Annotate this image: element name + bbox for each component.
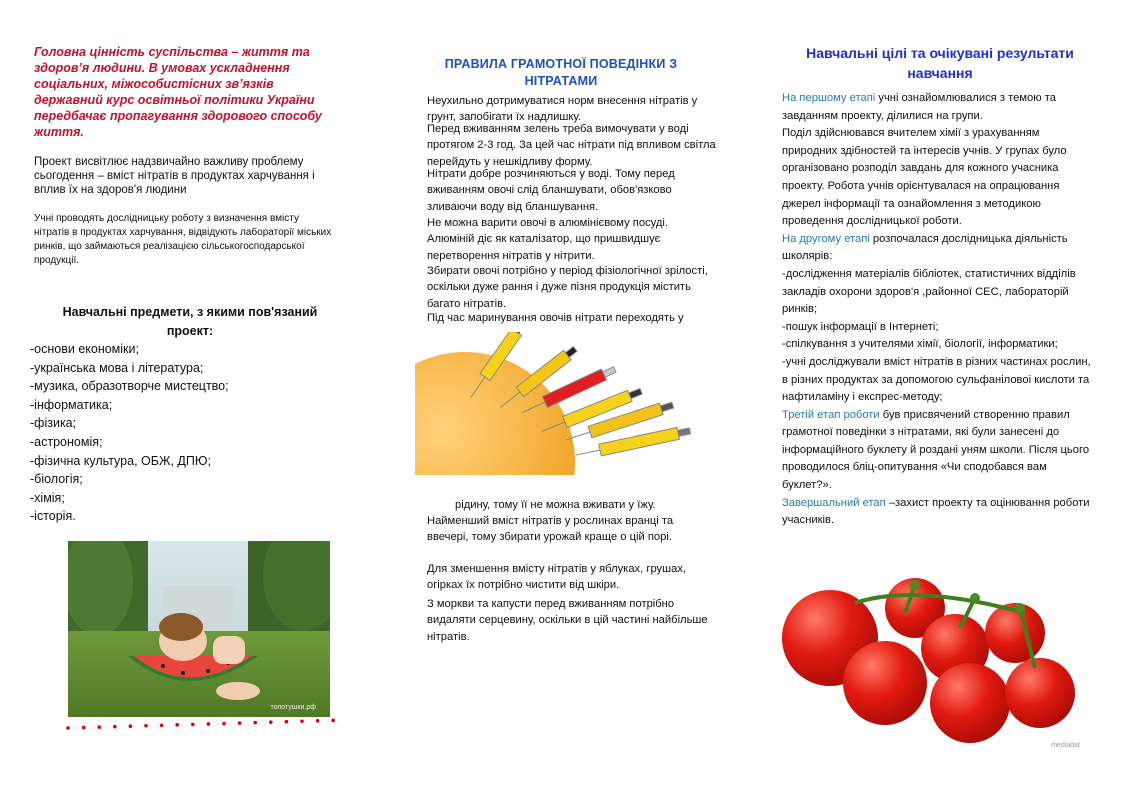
stage2-item: -пошук інформації в Інтернеті; [782,320,939,333]
rule-item: Для зменшення вмісту нітратів у яблуках, грушах, огірках їх потрібно чистити від шкіри. [427,563,687,592]
stage1-label: На першому етапі [782,92,876,104]
decorative-dot [191,723,195,727]
decorative-dot [97,725,101,729]
decorative-dot [238,721,242,725]
decorative-dot [113,725,117,729]
intro-statement: Головна цінність суспільства – життя та здоров’я людини. В умовах ускладнення соціальних, міжособистісних зв’язків державний курс освітньої політики України передбачає пропагування здорового способу життя. [34,45,322,139]
decorative-dot [300,719,304,723]
child-watermelon-photo [68,541,330,717]
subjects-list [30,340,330,526]
subject-item: -фізика; [30,416,77,431]
stage3-text: був присвячений створенню правил грамотної поведінки з нітратами, які були занесені до інформаційного буклету й роздані уням школи. Після цього проводилося бліц-опитування «Чи сподобався вам буклет?». [782,408,1090,492]
decorative-dot [175,723,179,727]
rule-item: Нітрати добре розчиняються у воді. Тому перед вживанням овочі слід бланшувати, обов'язково зливаючи воду від бланшування. [427,168,675,213]
decorative-dot [82,726,86,730]
column-rules [415,0,727,793]
stage2-item: -спілкування з учителями хімії, біології, інформатики; [782,338,1058,351]
decorative-dot [316,719,320,723]
photo-watermark: топотушки.рф [270,704,316,711]
stage2-item: -учні досліджували вміст нітратів в різних частинах рослин, в різних продуктах за допомогою сульфаніловоі кислоти та нафтиламіну і експрес-методу; [782,355,1091,404]
stage3-label: Третій етап роботи [782,408,880,421]
subject-item: -українська мова і література; [30,360,204,375]
goals-title: Навчальні цілі та очікувані результати навчання [806,45,1074,81]
photo-watermark: mediadat [1051,742,1080,749]
research-text: Учні проводять дослідницьку роботу з визначення вмісту нітратів в продуктах харчування, відвідують лабораторії міських ринків, що займаються реалізацією сільськогосподарської продукції. [34,213,332,266]
decorative-dot [144,724,148,728]
decorative-dot [331,719,335,723]
subject-item: -інформатика; [30,397,113,412]
subject-item: -хімія; [30,490,65,505]
subject-item: -музика, образотворче мистецтво; [30,379,229,394]
rule-item: Збирати овочі потрібно у період фізіологічної зрілості, оскільки дуже рання і дуже пізня продукція містить багато нітратів. [427,265,708,310]
rule-item: рідину, тому її не можна вживати у їжу. [455,499,656,511]
subject-item: -астрономія; [30,434,103,449]
orange-syringes-photo [415,332,725,475]
subjects-title: Навчальні предмети, з якими пов'язаний проект: [62,305,318,338]
decorative-dot [285,720,289,724]
decorative-dot [207,722,211,726]
decorative-dot [160,724,164,728]
column-goals [780,0,1095,793]
tomatoes-photo [745,573,1090,753]
rule-item: Перед вживанням зелень треба вимочувати у воді протягом 2-3 год. За цей час нітрати під впливом світла перейдуть у нешкідливу форму. [427,123,716,168]
stage2-label: На другому етапі [782,232,870,245]
rule-item: Найменший вміст нітратів у рослинах вранці та ввечері, тому збирати урожай краще о цій порі. [427,515,674,544]
decorative-dot [129,724,133,728]
rule-item: Під час маринування овочів нітрати переходять у [427,312,684,324]
rules-title: ПРАВИЛА ГРАМОТНОЇ ПОВЕДІНКИ З НІТРАТАМИ [444,57,678,88]
column-intro [30,0,340,793]
goals-text [782,90,1092,530]
subject-item: -основи економіки; [30,342,139,356]
stage4-label: Завершальний етап [782,496,886,509]
stage2-item: -дослідження матеріалів бібліотек, статистичних відділів закладів охорони здоров'я ,районної СЕС, лабораторій ринків; [782,267,1076,316]
stage2-text: розпочалася дослідницька діяльність школярів: [782,232,1068,263]
rule-item: З моркви та капусти перед вживанням потрібно видаляти серцевину, оскільки в цій частині найбільше нітратів. [427,598,708,643]
decorative-dots-divider [64,714,336,734]
decorative-dot [66,726,70,730]
decorative-dot [222,722,226,726]
rule-item: Не можна варити овочі в алюмінієвому посуді. Алюміній діє як каталізатор, що пришвидшує перетворення нітратів у нітрити. [427,217,669,262]
stage1-text: учні ознайомлювалися з темою та завданням проекту, ділилися на групи. [782,92,1056,122]
stage1-more: Поділ здійснювався вчителем хімії з урахуванням природних здібностей та інтересів учнів. У групах було організовано розподіл завдань для кожного учасника проекту. Робота учнів орієнтувалася на опрацювання джерел інформації та ознайомлення з методикою проведення дослідницької роботи. [782,127,1067,228]
subject-item: -біологія; [30,472,83,487]
decorative-dot [269,720,273,724]
subject-item: -фізична культура, ОБЖ, ДПЮ; [30,453,211,468]
rule-item: Неухильно дотримуватися норм внесення нітратів у грунт, запобігати їх надлишку. [427,95,698,124]
subject-item: -історія. [30,509,76,524]
project-problem-text: Проект висвітлює надзвичайно важливу проблему сьогодення – вміст нітратів в продуктах харчування і вплив їх на здоров'я людини [34,156,315,196]
decorative-dot [253,721,257,725]
stage4-text: –захист проекту та оцінювання роботи учасників. [782,496,1090,527]
